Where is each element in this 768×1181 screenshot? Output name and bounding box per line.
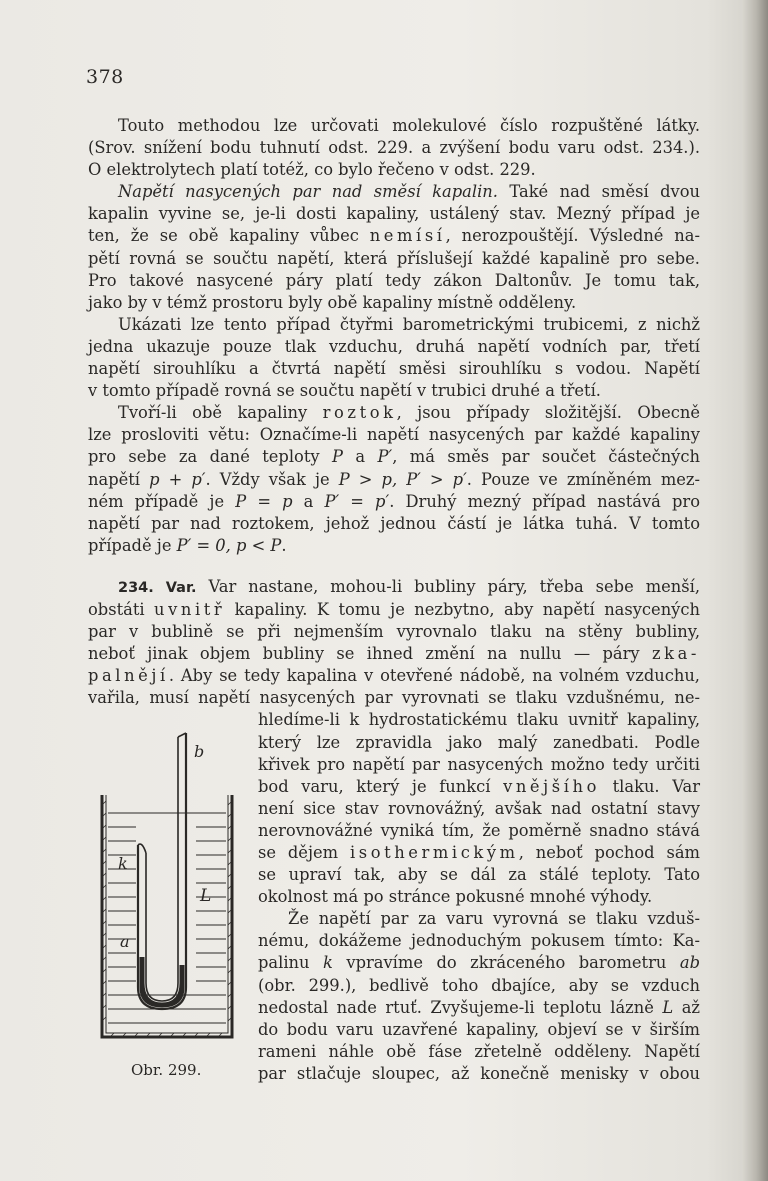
text-line: nerovnovážné vyniká tím, že poměrně snadno stává	[258, 820, 700, 840]
text-line: Že napětí par za varu vyrovná se tlaku vzduš-	[288, 909, 700, 929]
text-line: par v bublině se při nejmenším vyrovnalo tlaku na stěny bubliny,	[88, 622, 700, 642]
text-line: křivek pro napětí par nasycených možno tedy určiti	[258, 754, 700, 774]
spaced-word: isothermickým	[349, 843, 519, 862]
text-run: , nerozpouštějí. Výsledné na-	[445, 226, 700, 246]
text-run: Var nastane, mohou-li bubliny páry, třeba sebe menší,	[196, 576, 700, 596]
text-line	[88, 225, 700, 247]
barometer-figure	[100, 725, 240, 1045]
text-line	[88, 402, 700, 424]
text-run: až	[673, 997, 700, 1017]
text-run: pro sebe za dané teploty	[88, 447, 320, 467]
text-line: pětí rovná se součtu napětí, která příslušejí každé kapalině pro sebe.	[88, 248, 700, 268]
text-run: , jsou případy složitější. Obecně	[396, 403, 700, 423]
text-line	[88, 599, 700, 621]
math-expression: P = p	[235, 491, 293, 511]
math-symbol: k	[323, 953, 333, 973]
text-run: . Pouze ve zmíněném mez-	[466, 469, 700, 489]
text-line: vařila, musí napětí nasycených par vyrovnati se tlaku vzdušnému, ne-	[88, 688, 700, 708]
text-run: nedostal nade rtuť. Zvyšujeme-li teplotu lázně	[258, 997, 654, 1017]
label-k: k	[118, 854, 128, 873]
math-expression: P′ = p′	[324, 491, 390, 511]
text-line: se upraví tak, aby se dál za stálé teploty. Tato	[258, 865, 700, 885]
text-line: jako by v témž prostoru byly obě kapaliny místně odděleny.	[88, 292, 577, 312]
text-run: Tvoří-li obě kapaliny	[118, 403, 308, 423]
text-line: Pro takové nasycené páry platí tedy zákon Daltonův. Je tomu tak,	[88, 270, 700, 290]
page-number: 378	[86, 66, 124, 88]
text-run: . Vždy však je	[205, 469, 330, 489]
text-run: ném případě je	[88, 491, 225, 511]
text-line	[88, 643, 700, 665]
text-line: napětí sirouhlíku a čtvrtá napětí směsi sirouhlíku s vodou. Napětí	[88, 359, 700, 379]
spaced-word: palnějí	[88, 666, 169, 686]
text-line: Ukázati lze tento případ čtyřmi barometrickými trubicemi, z nichž	[118, 314, 700, 334]
text-line: není sice stav rovnovážný, avšak nad ostatní stavy	[258, 798, 700, 818]
bath-liquid	[108, 813, 226, 1023]
u-tube	[138, 733, 186, 1009]
text-line: kapalin vyvine se, je-li dosti kapaliny, ustálený stav. Mezný případ je	[88, 204, 700, 224]
text-line: O elektrolytech platí totéž, co bylo řečeno v odst. 229.	[88, 160, 536, 180]
text-run: .	[281, 535, 287, 555]
section-number: 234.	[118, 579, 154, 596]
text-run: neboť jinak objem bubliny se ihned změní na nullu — páry	[88, 644, 640, 664]
text-run: . Druhý mezný případ nastává pro	[389, 491, 701, 511]
text-line	[258, 776, 700, 798]
text-line: rameni náhle obě fáse zřetelně odděleny. Napětí	[258, 1041, 700, 1061]
text-line	[88, 469, 700, 491]
wrapped-text	[258, 709, 700, 1085]
label-a: a	[120, 932, 130, 951]
text-run: palinu	[258, 953, 310, 973]
text-line	[88, 535, 700, 557]
text-run: napětí	[88, 469, 140, 489]
text-line: (obr. 299.), bedlivě toho dbajíce, aby se vzduch	[258, 975, 700, 995]
figure-caption: Obr. 299.	[131, 1061, 202, 1079]
section-title: Var.	[165, 579, 197, 596]
text-run: . Aby se tedy kapalina v otevřené nádobě, na volném vzduchu,	[168, 666, 700, 686]
section-gap	[88, 557, 700, 576]
math-expression: P > p, P′ > p′	[338, 469, 467, 489]
math-expression: p + p′	[149, 469, 206, 489]
text-line	[88, 665, 700, 687]
text-run: tlaku. Var	[599, 776, 700, 796]
text-line: napětí par nad roztokem, jehož jednou částí je látka tuhá. V tomto	[88, 513, 700, 533]
spaced-word: zka-	[652, 644, 700, 664]
text-line	[258, 997, 700, 1019]
text-line: hledíme-li k hydrostatickému tlaku uvnitř kapaliny,	[258, 710, 700, 730]
text-run: se dějem	[258, 843, 339, 862]
text-run: ten, že se obě kapaliny vůbec	[88, 226, 359, 246]
text-line: Touto methodou lze určovati molekulové číslo rozpuštěné látky.	[118, 116, 700, 135]
text-line: lze prosloviti větu: Označíme-li napětí nasycených par každé kapaliny	[88, 425, 700, 445]
text-line	[258, 842, 700, 864]
text-line	[88, 576, 700, 599]
math-symbol: ab	[679, 953, 700, 973]
label-b: b	[194, 742, 205, 761]
text-line: do bodu varu uzavřené kapaliny, objeví se v širším	[258, 1019, 700, 1039]
text-run: bod varu, který je funkcí	[258, 776, 491, 796]
text-line	[258, 952, 700, 974]
text-run: vpravíme do zkráceného barometru	[332, 953, 667, 973]
text-run: Také nad směsí dvou	[497, 182, 700, 202]
text-run: , neboť pochod sám	[518, 843, 700, 862]
text-line: par stlačuje sloupec, až konečně menisky v obou	[258, 1063, 700, 1083]
text-run: obstáti	[88, 599, 145, 619]
math-expression: P′ = 0, p < P	[176, 535, 282, 555]
text-line	[88, 181, 700, 203]
text-run: , má směs par součet částečných	[392, 447, 700, 467]
text-run: a	[355, 447, 366, 467]
text-line: nému, dokážeme jednoduchým pokusem tímto: Ka-	[258, 931, 700, 951]
text-line: v tomto případě rovná se součtu napětí v trubici druhé a třetí.	[88, 381, 601, 401]
label-L: L	[200, 886, 212, 906]
math-symbol: L	[662, 997, 674, 1017]
spaced-word: uvnitř	[154, 599, 226, 619]
spaced-word: nemísí	[369, 226, 446, 246]
spaced-word: roztok	[322, 403, 397, 423]
text-line: který lze zpravidla jako malý zanedbati. Podle	[258, 732, 700, 752]
spaced-word: vnějšího	[503, 776, 600, 796]
page-edge-shadow	[742, 0, 768, 1181]
text-line: (Srov. snížení bodu tuhnutí odst. 229. a zvýšení bodu varu odst. 234.).	[88, 138, 700, 158]
text-line: jedna ukazuje pouze tlak vzduchu, druhá napětí vodních par, třetí	[88, 336, 700, 356]
text-run: a	[303, 491, 314, 511]
italic-heading: Napětí nasycených par nad směsí kapalin.	[118, 182, 498, 202]
math-symbol: P′	[377, 447, 393, 467]
text-line: okolnost má po stránce pokusné mnohé výhody.	[258, 887, 653, 907]
text-line	[88, 491, 700, 513]
math-symbol: P	[332, 447, 343, 467]
text-line	[88, 446, 700, 468]
text-run: kapaliny. K tomu je nezbytno, aby napětí nasycených	[225, 599, 700, 619]
text-run: případě je	[88, 535, 172, 555]
